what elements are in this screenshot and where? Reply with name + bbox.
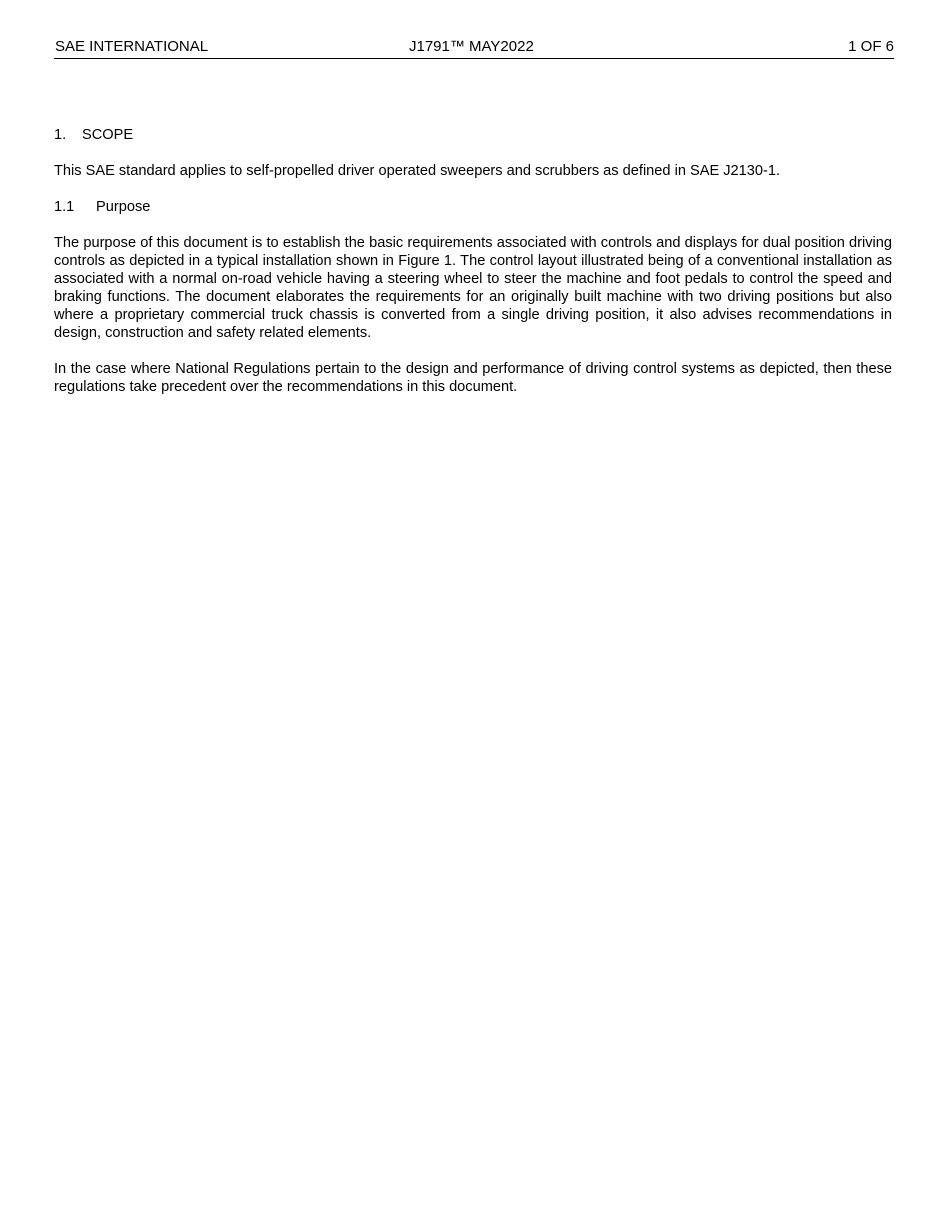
section-heading-scope xyxy=(54,126,892,144)
document-body xyxy=(54,126,892,414)
subsection-title: Purpose xyxy=(96,199,151,215)
section-heading-purpose xyxy=(54,198,892,216)
header-document-id: J1791™ MAY2022 xyxy=(409,38,534,55)
section-title: SCOPE xyxy=(82,127,134,143)
scope-paragraph: This SAE standard applies to self-propelled driver operated sweepers and scrubbers as defined in SAE J2130-1. xyxy=(54,163,781,179)
purpose-paragraph: The purpose of this document is to establish the basic requirements associated with controls and displays for dual position driving controls as depicted in a typical installation shown in Figure 1. The control layout illustrated being of a conventional installation as associated with a normal on-road vehicle having a steering wheel to steer the machine and foot pedals to control the speed and braking functions. The document elaborates the requirements for an originally built machine with two driving positions but also where a proprietary commercial truck chassis is converted from a single driving position, it also advises recommendations in design, construction and safety related elements. xyxy=(54,235,892,341)
section-number: 1. xyxy=(54,127,67,143)
header-organization: SAE INTERNATIONAL xyxy=(55,38,209,55)
page-header xyxy=(54,38,894,59)
subsection-number: 1.1 xyxy=(54,199,75,215)
header-page-number: 1 OF 6 xyxy=(848,38,894,55)
regulations-paragraph: In the case where National Regulations pertain to the design and performance of driving control systems as depicted, then these regulations take precedent over the recommendations in this document. xyxy=(54,361,892,395)
